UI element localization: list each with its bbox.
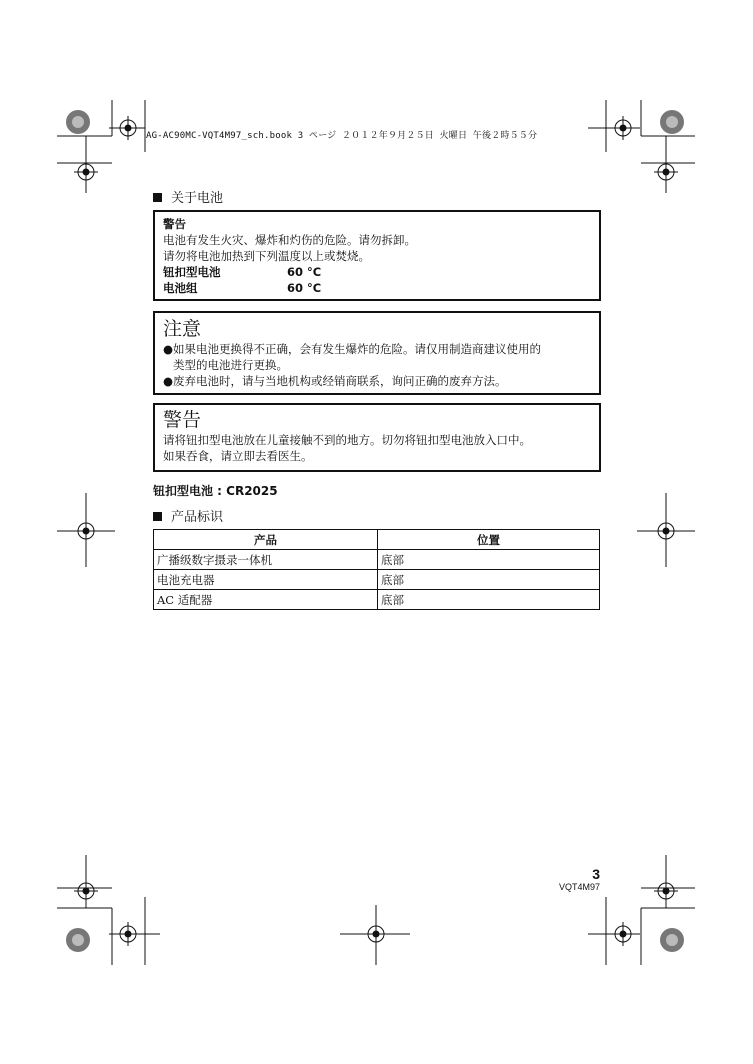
row-label: 电池组: [163, 281, 198, 295]
table-cell: 底部: [378, 550, 600, 570]
warning-box-2: [153, 403, 601, 472]
row-label: 钮扣型电池: [163, 265, 221, 279]
section-title: 产品标识: [171, 510, 224, 525]
table-header-row: [154, 530, 600, 550]
column-header: 产品: [154, 530, 378, 550]
warning-line: 请将钮扣型电池放在儿童接触不到的地方。切勿将钮扣型电池放入口中。: [163, 433, 531, 447]
square-bullet-icon: [153, 512, 162, 521]
caution-heading: 注意: [163, 318, 202, 340]
table-cell: AC 适配器: [154, 590, 378, 610]
section-heading-battery: [153, 187, 223, 206]
caution-bullet: [163, 373, 591, 389]
bullet-icon: ●: [163, 342, 174, 356]
row-value: 60 °C: [287, 265, 322, 279]
temperature-row: [163, 280, 591, 296]
column-header: 位置: [378, 530, 600, 550]
page-number: 3: [592, 866, 600, 882]
square-bullet-icon: [153, 193, 162, 202]
caution-bullet: [163, 341, 591, 373]
warning-line: 电池有发生火灾、爆炸和灼伤的危险。请勿拆卸。: [163, 233, 416, 247]
row-value: 60 °C: [287, 281, 322, 295]
warning-box: [153, 210, 601, 301]
temperature-row: [163, 264, 591, 280]
table-cell: 电池充电器: [154, 570, 378, 590]
bullet-text: 废弃电池时，请与当地机构或经销商联系，询问正确的废弃方法。: [173, 374, 507, 388]
table-cell: 底部: [378, 590, 600, 610]
table-cell: 广播级数字摄录一体机: [154, 550, 378, 570]
bullet-text: 如果电池更换得不正确，会有发生爆炸的危险。请仅用制造商建议使用的: [173, 342, 541, 356]
warning-line: 请勿将电池加热到下列温度以上或焚烧。: [163, 249, 370, 263]
button-battery-model: 钮扣型电池 : CR2025: [153, 484, 278, 498]
table-row: [154, 590, 600, 610]
document-code: VQT4M97: [558, 882, 600, 892]
bullet-icon: ●: [163, 374, 174, 388]
warning-heading: 警告: [163, 217, 186, 231]
table-row: [154, 570, 600, 590]
product-table: [153, 529, 600, 610]
warning-line: 如果吞食，请立即去看医生。: [163, 449, 313, 463]
warning-heading-2: 警告: [163, 409, 202, 431]
table-row: [154, 550, 600, 570]
section-title: 关于电池: [171, 191, 224, 206]
header-line: AG-AC90MC-VQT4M97_sch.book 3 ページ ２０１２年９月２５日 火曜日 午後２時５５分: [146, 131, 538, 141]
section-heading-product-id: [153, 506, 223, 525]
table-cell: 底部: [378, 570, 600, 590]
bullet-text: 类型的电池进行更换。: [173, 358, 288, 372]
caution-box: [153, 311, 601, 395]
